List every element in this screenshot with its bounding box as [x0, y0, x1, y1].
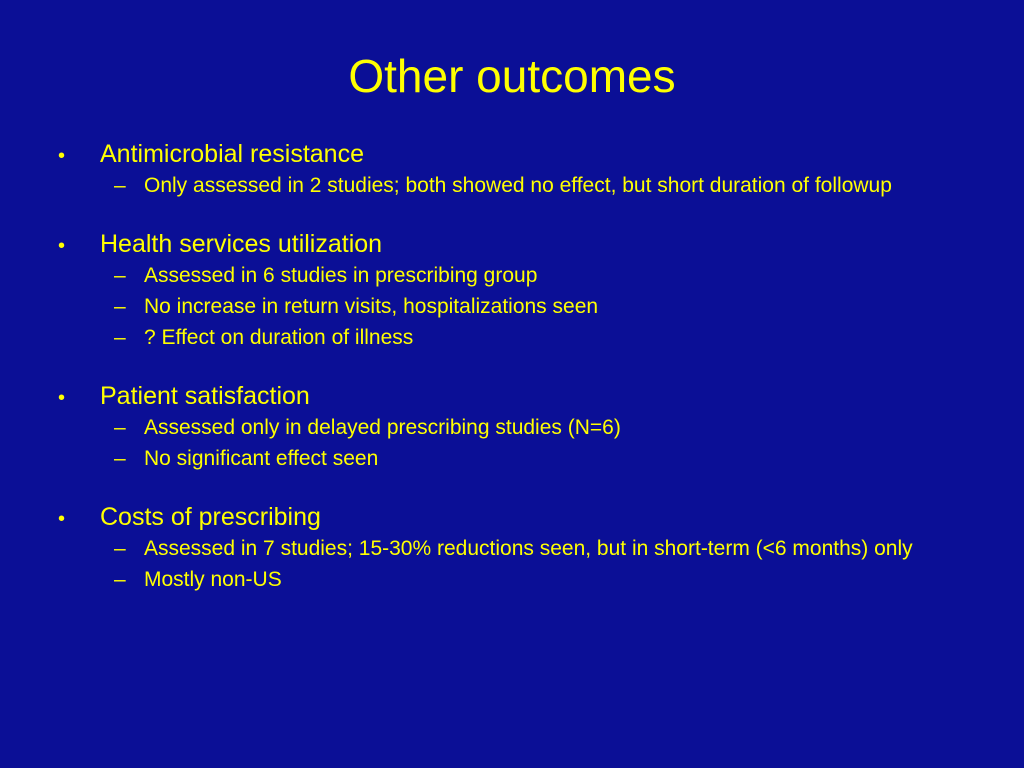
bullet-glyph: • — [58, 235, 66, 257]
section-costs-of-prescribing — [58, 501, 978, 592]
dash-glyph: – — [114, 447, 126, 470]
dash-glyph: – — [114, 174, 126, 197]
sub-list — [58, 416, 978, 471]
bullet-heading: Costs of prescribing — [100, 503, 321, 531]
sub-item-text: ? Effect on duration of illness — [144, 326, 414, 349]
bullet-item — [58, 228, 978, 262]
sub-item — [114, 416, 978, 440]
slide-title: Other outcomes — [348, 50, 676, 102]
bullet-glyph: • — [58, 508, 66, 530]
sub-item-text: Assessed in 6 studies in prescribing group — [144, 264, 538, 287]
sub-item-text: Mostly non-US — [144, 568, 282, 591]
bullet-heading: Patient satisfaction — [100, 382, 310, 410]
sub-item-text: Only assessed in 2 studies; both showed no effect, but short duration of followup — [144, 174, 892, 197]
dash-glyph: – — [114, 416, 126, 439]
sub-item — [114, 537, 978, 561]
sub-item — [114, 295, 978, 319]
bullet-glyph: • — [58, 387, 66, 409]
bullet-heading: Health services utilization — [100, 230, 383, 258]
sub-item — [114, 264, 978, 288]
bullet-glyph: • — [58, 145, 66, 167]
sub-item — [114, 568, 978, 592]
sub-list — [58, 174, 978, 198]
sub-item-text: No significant effect seen — [144, 447, 379, 470]
bullet-item — [58, 138, 978, 172]
sub-item-text: No increase in return visits, hospitalizations seen — [144, 295, 599, 318]
sub-item — [114, 447, 978, 471]
sub-item — [114, 326, 978, 350]
sub-list — [58, 537, 978, 592]
dash-glyph: – — [114, 264, 126, 287]
dash-glyph: – — [114, 537, 126, 560]
sub-item-text: Assessed in 7 studies; 15-30% reductions seen, but in short-term (<6 months) only — [144, 537, 913, 560]
bullet-item — [58, 501, 978, 535]
dash-glyph: – — [114, 326, 126, 349]
dash-glyph: – — [114, 568, 126, 591]
section-antimicrobial-resistance — [58, 138, 978, 198]
section-patient-satisfaction — [58, 380, 978, 471]
sub-list — [58, 264, 978, 350]
sub-item-text: Assessed only in delayed prescribing studies (N=6) — [144, 416, 621, 439]
section-health-services-utilization — [58, 228, 978, 350]
sub-item — [114, 174, 978, 198]
bullet-list — [58, 138, 978, 622]
dash-glyph: – — [114, 295, 126, 318]
bullet-heading: Antimicrobial resistance — [100, 140, 364, 168]
bullet-item — [58, 380, 978, 414]
